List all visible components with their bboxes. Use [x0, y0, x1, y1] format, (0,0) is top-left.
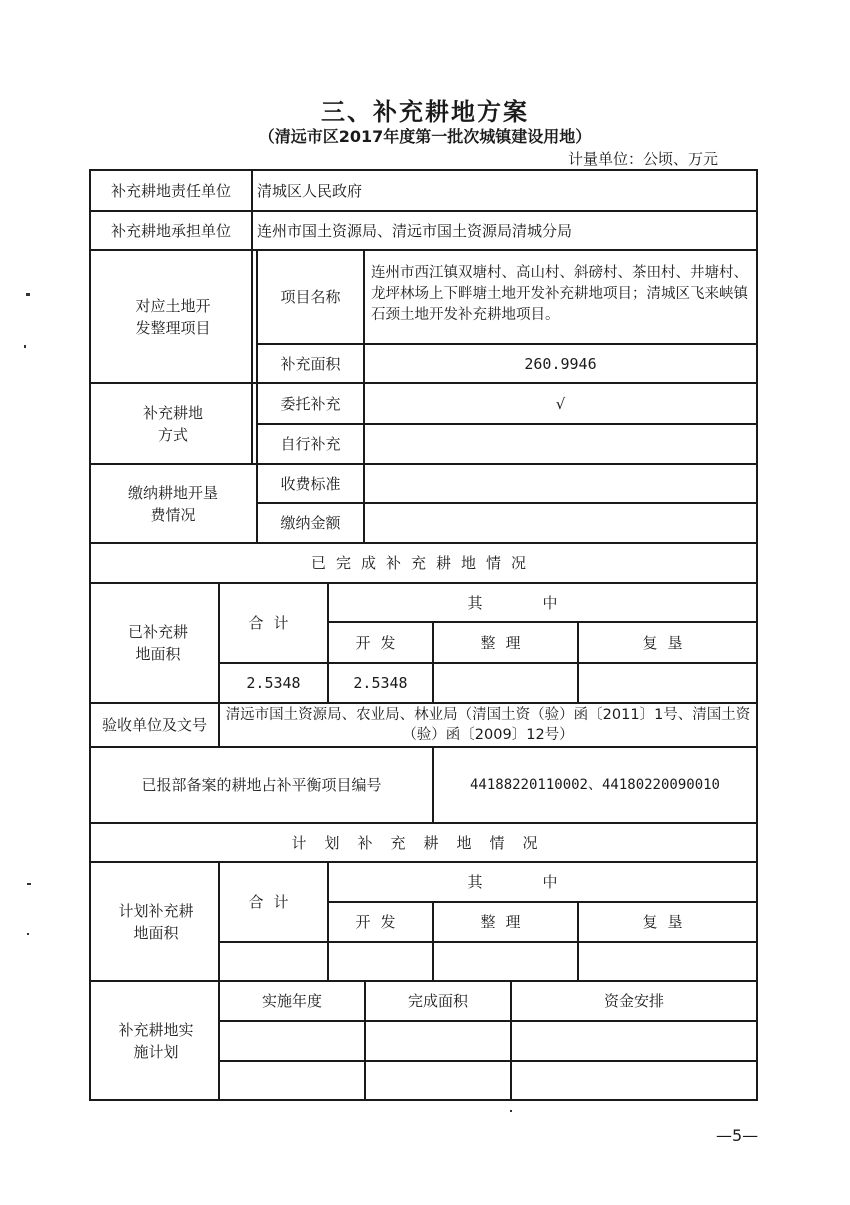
- filed-project-label: 已报部备案的耕地占补平衡项目编号: [141, 776, 382, 794]
- table-border-bottom: [90, 1099, 757, 1101]
- scan-speck: [26, 293, 30, 296]
- area-label: 补充面积: [280, 354, 341, 373]
- completed-area-label: 已补充耕地面积: [127, 623, 188, 663]
- planned-area-label: 计划补充耕地面积: [118, 901, 194, 942]
- fee-standard-label: 收费标准: [280, 474, 341, 493]
- scan-speck: [510, 1110, 512, 1112]
- page-subtitle: （清远市区2017年度第一批次城镇建设用地）: [258, 127, 592, 146]
- completed-dev-label: 开发: [355, 633, 406, 652]
- planned-section-title: 计划补充耕地情况: [291, 833, 556, 852]
- responsible-unit-value: 清城区人民政府: [257, 181, 363, 200]
- completed-consolidation-label: 整理: [480, 633, 531, 652]
- planned-of-which-label: 其中: [467, 873, 618, 891]
- method-label: 补充耕地方式: [142, 403, 203, 444]
- planned-total-label: 合计: [248, 893, 299, 911]
- completed-total-value: 2.5348: [246, 674, 301, 692]
- entrusted-value: √: [555, 394, 566, 413]
- rule: [218, 1060, 757, 1062]
- filed-project-value: 44188220110002、44180220090010: [469, 777, 720, 793]
- scan-speck: [27, 883, 31, 885]
- table-border-right: [756, 169, 758, 1101]
- rule: [218, 941, 757, 943]
- scan-speck: [27, 933, 29, 935]
- plan-fund-label: 资金安排: [603, 992, 664, 1010]
- entrusted-label: 委托补充: [280, 394, 341, 413]
- self-label: 自行补充: [280, 435, 341, 453]
- project-name-value: 连州市西江镇双塘村、高山村、斜磅村、茶田村、井塘村、龙坪林场上下畔塘土地开发补充耕地项目；清城区飞来峡镇石颈土地开发补充耕地项目。: [371, 264, 748, 323]
- planned-reclamation-label: 复垦: [642, 913, 693, 931]
- rule: [218, 703, 220, 747]
- page-title: 三、补充耕地方案: [321, 98, 529, 126]
- plan-year-label: 实施年度: [261, 992, 322, 1010]
- responsible-unit-label: 补充耕地责任单位: [110, 181, 231, 200]
- unit-note: 计量单位：公顷、万元: [567, 150, 718, 168]
- fee-amount-label: 缴纳金额: [280, 514, 341, 532]
- area-value: 260.9946: [524, 354, 597, 373]
- undertaking-unit-label: 补充耕地承担单位: [110, 221, 231, 240]
- planned-consolidation-label: 整理: [480, 913, 531, 931]
- completed-dev-value: 2.5348: [353, 674, 408, 692]
- completed-of-which-label: 其中: [467, 593, 618, 612]
- plan-label: 补充耕地实施计划: [118, 1020, 194, 1061]
- undertaking-unit-value: 连州市国土资源局、清远市国土资源局清城分局: [257, 221, 573, 240]
- scan-speck: [24, 345, 26, 348]
- completed-reclamation-label: 复垦: [642, 633, 693, 652]
- completed-section-title: 已完成补充耕地情况: [310, 554, 536, 572]
- acceptance-value: 清远市国土资源局、农业局、林业局（清国土资（验）函〔2011〕1号、清国土资（验）函〔2009〕12号）: [225, 707, 751, 743]
- page-number: —5—: [716, 1126, 759, 1145]
- acceptance-label: 验收单位及文号: [101, 716, 207, 734]
- project-name-label: 项目名称: [280, 288, 341, 306]
- rule: [218, 1020, 757, 1022]
- completed-total-label: 合计: [248, 614, 299, 632]
- plan-completed-area-label: 完成面积: [407, 992, 468, 1010]
- project-group-label: 对应土地开发整理项目: [135, 296, 211, 337]
- planned-dev-label: 开发: [355, 913, 406, 931]
- fee-label: 缴纳耕地开垦费情况: [127, 483, 218, 524]
- table-border-left: [89, 169, 91, 1101]
